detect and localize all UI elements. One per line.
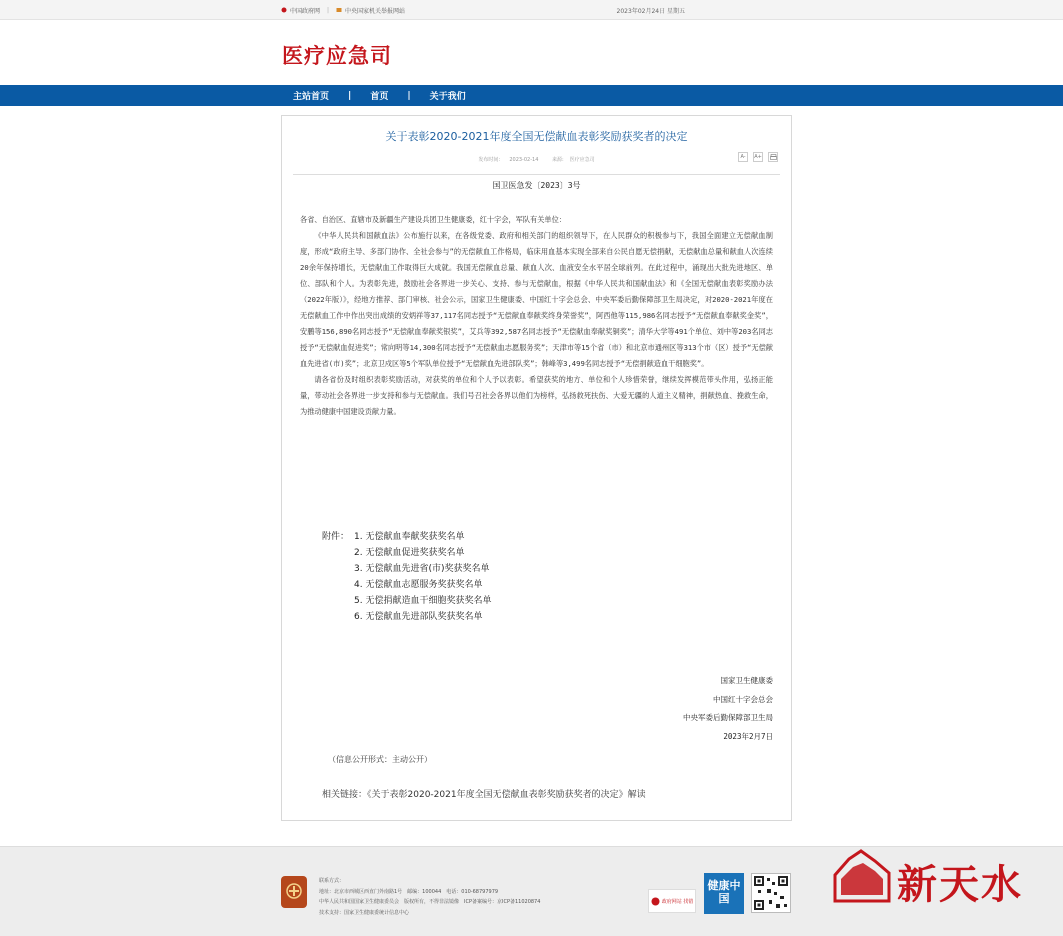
font-decrease-label: A- xyxy=(740,154,746,160)
footer-support: 技术支持：国家卫生健康委统计信息中心 xyxy=(319,909,410,916)
title-divider xyxy=(293,174,780,175)
publish-date: 2023-02-14 xyxy=(509,157,539,163)
watermark-emblem-icon xyxy=(831,845,895,909)
signer: 中国红十字会总会 xyxy=(713,694,773,704)
attachment-item[interactable]: 3. 无偿献血先进省(市)奖获奖名单 xyxy=(354,564,490,574)
body-paragraph-1: 《中华人民共和国献血法》公布施行以来，在各级党委、政府和相关部门的组织领导下，在人民群众的积极参与下，我国全面建立无偿献血制度，形成“政府主导、多部门协作、全社会参与”的无偿献血工作格局，临床用血基本实现全部来自公民自愿无偿捐献，无偿献血总量和献血人次连续20余年保持增长，无偿献血工作取得巨大成就。我国无偿献血总量、献血人次、血液安全水平居全球前列。在此过程中，涌现出大批先进地区、单位、部队和个人。为表彰先进，鼓励社会各界进一步关心、支持、参与无偿献血，根据《中华人民共和国献血法》和《全国无偿献血表彰奖励办法（2022年版）》，经地方推荐、部门审核、社会公示，国家卫生健康委、中国红十字会总会、中央军委后勤保障部卫生局决定，对2020-2021年度在无偿献血工作中作出突出成绩的安炳祥等37,117名同志授予“无偿献血奉献奖终身荣誉奖”，阿西他等115,986名同志授予“无偿献血奉献奖金奖”，安鹏等156,890名同志授予“无偿献血奉献奖银奖”，艾兵等392,587名同志授予“无偿献血奉献奖铜奖”；清华大学等491个单位、刘中等203名同志授予“无偿献血促进奖”；常向明等14,300名同志授予“无偿献血志愿服务奖”；天津市等15个省（市）和北京市通州区等313个市（区）授予“无偿献血先进省(市)奖”；北京卫戍区等5个军队单位授予“无偿献血先进部队奖”；韩峰等3,499名同志授予“无偿捐献造血干细胞奖”。 xyxy=(300,231,773,368)
nav-main-home[interactable]: 主站首页 xyxy=(293,92,330,102)
main-nav xyxy=(0,85,1063,106)
related-links xyxy=(322,787,646,800)
attachment-item[interactable]: 6. 无偿献血先进部队奖获奖名单 xyxy=(354,612,483,622)
article-tools xyxy=(738,152,778,162)
nav-separator: | xyxy=(348,90,352,101)
attachment-item[interactable]: 5. 无偿捐献造血干细胞奖获奖名单 xyxy=(354,596,492,606)
nhc-logo-icon xyxy=(281,876,307,908)
signer: 国家卫生健康委 xyxy=(720,676,773,685)
footer-copyright: 中华人民共和国国家卫生健康委员会 版权所有，不得非法镜像 ICP备案编号：京ICP备11020874 xyxy=(319,899,541,905)
nav-home[interactable]: 首页 xyxy=(370,92,389,102)
font-decrease-button[interactable] xyxy=(738,152,748,162)
related-link[interactable]: 《关于表彰2020-2021年度全国无偿献血表彰奖励获奖者的决定》解读 xyxy=(367,790,646,800)
gov-badge-icon xyxy=(651,897,660,906)
nav-about[interactable]: 关于我们 xyxy=(429,92,466,102)
gov-link[interactable] xyxy=(281,6,320,15)
attachment-item[interactable]: 4. 无偿献血志愿服务奖获奖名单 xyxy=(354,580,483,590)
attachment-item[interactable]: 1. 无偿献血奉献奖获奖名单 xyxy=(354,532,465,542)
footer-info xyxy=(319,876,540,918)
gov-site-error-badge[interactable] xyxy=(648,889,696,913)
article-panel xyxy=(281,115,792,821)
report-link[interactable] xyxy=(336,6,405,15)
print-button[interactable] xyxy=(768,152,778,162)
attachments xyxy=(322,529,491,625)
source-label: 来源: xyxy=(551,157,564,163)
watermark-text: 新天水 xyxy=(897,861,1023,908)
site-header xyxy=(0,20,1063,85)
document-number: 国卫医急发〔2023〕3号 xyxy=(492,181,581,190)
attachments-label: 附件： xyxy=(322,532,350,542)
footer-address: 地址：北京市西城区西直门外南路1号 邮编：100044 电话：010-68797979 xyxy=(319,888,499,895)
article-meta xyxy=(282,156,791,163)
print-icon xyxy=(770,154,777,161)
attachment-item[interactable]: 2. 无偿献血促进奖获奖名单 xyxy=(354,548,465,558)
watermark-logo xyxy=(831,843,1046,911)
current-date: 2023年02月24日 星期五 xyxy=(616,7,685,15)
sign-date: 2023年2月7日 xyxy=(723,731,773,741)
top-bar xyxy=(0,0,1063,20)
report-link-label: 中央国家机关举报网站 xyxy=(345,7,406,15)
publish-label: 发布时间： xyxy=(478,157,504,163)
gov-link-label: 中国政府网 xyxy=(290,7,321,15)
nav-separator: | xyxy=(407,90,411,101)
site-title[interactable]: 医疗应急司 xyxy=(282,43,392,68)
article-body xyxy=(300,212,773,420)
report-icon xyxy=(336,7,342,13)
emblem-icon xyxy=(281,7,287,13)
badge1-label: 政府网站 找错 xyxy=(661,898,694,905)
salutation: 各省、自治区、直辖市及新疆生产建设兵团卫生健康委，红十字会，军队有关单位： xyxy=(300,215,566,224)
top-separator: | xyxy=(327,6,330,14)
footer-contact: 联系方式： xyxy=(319,878,345,884)
font-increase-label: A+ xyxy=(754,154,762,160)
badge2-label: 健康中国 xyxy=(707,879,741,905)
article-title: 关于表彰2020-2021年度全国无偿献血表彰奖励获奖者的决定 xyxy=(385,130,688,143)
signer: 中央军委后勤保障部卫生局 xyxy=(683,713,773,722)
nhc-emblem-icon xyxy=(285,881,303,903)
signature-block xyxy=(683,672,773,746)
qr-pattern xyxy=(752,874,790,912)
disclosure-note: （信息公开形式：主动公开） xyxy=(328,755,432,764)
healthy-china-badge[interactable] xyxy=(704,873,744,914)
body-paragraph-2: 请各省份及时组织表彰奖励活动，对获奖的单位和个人予以表彰。希望获奖的地方、单位和个人珍惜荣誉，继续发挥模范带头作用，弘扬正能量，带动社会各界进一步支持和参与无偿献血。我们号召社会各界以他们为榜样，弘扬救死扶伤、大爱无疆的人道主义精神，捐献热血、挽救生命，为推动健康中国建设贡献力量。 xyxy=(300,375,773,416)
qr-code-icon xyxy=(751,873,791,913)
related-label: 相关链接： xyxy=(322,790,368,800)
source-value: 医疗应急司 xyxy=(569,157,595,163)
font-increase-button[interactable] xyxy=(753,152,763,162)
